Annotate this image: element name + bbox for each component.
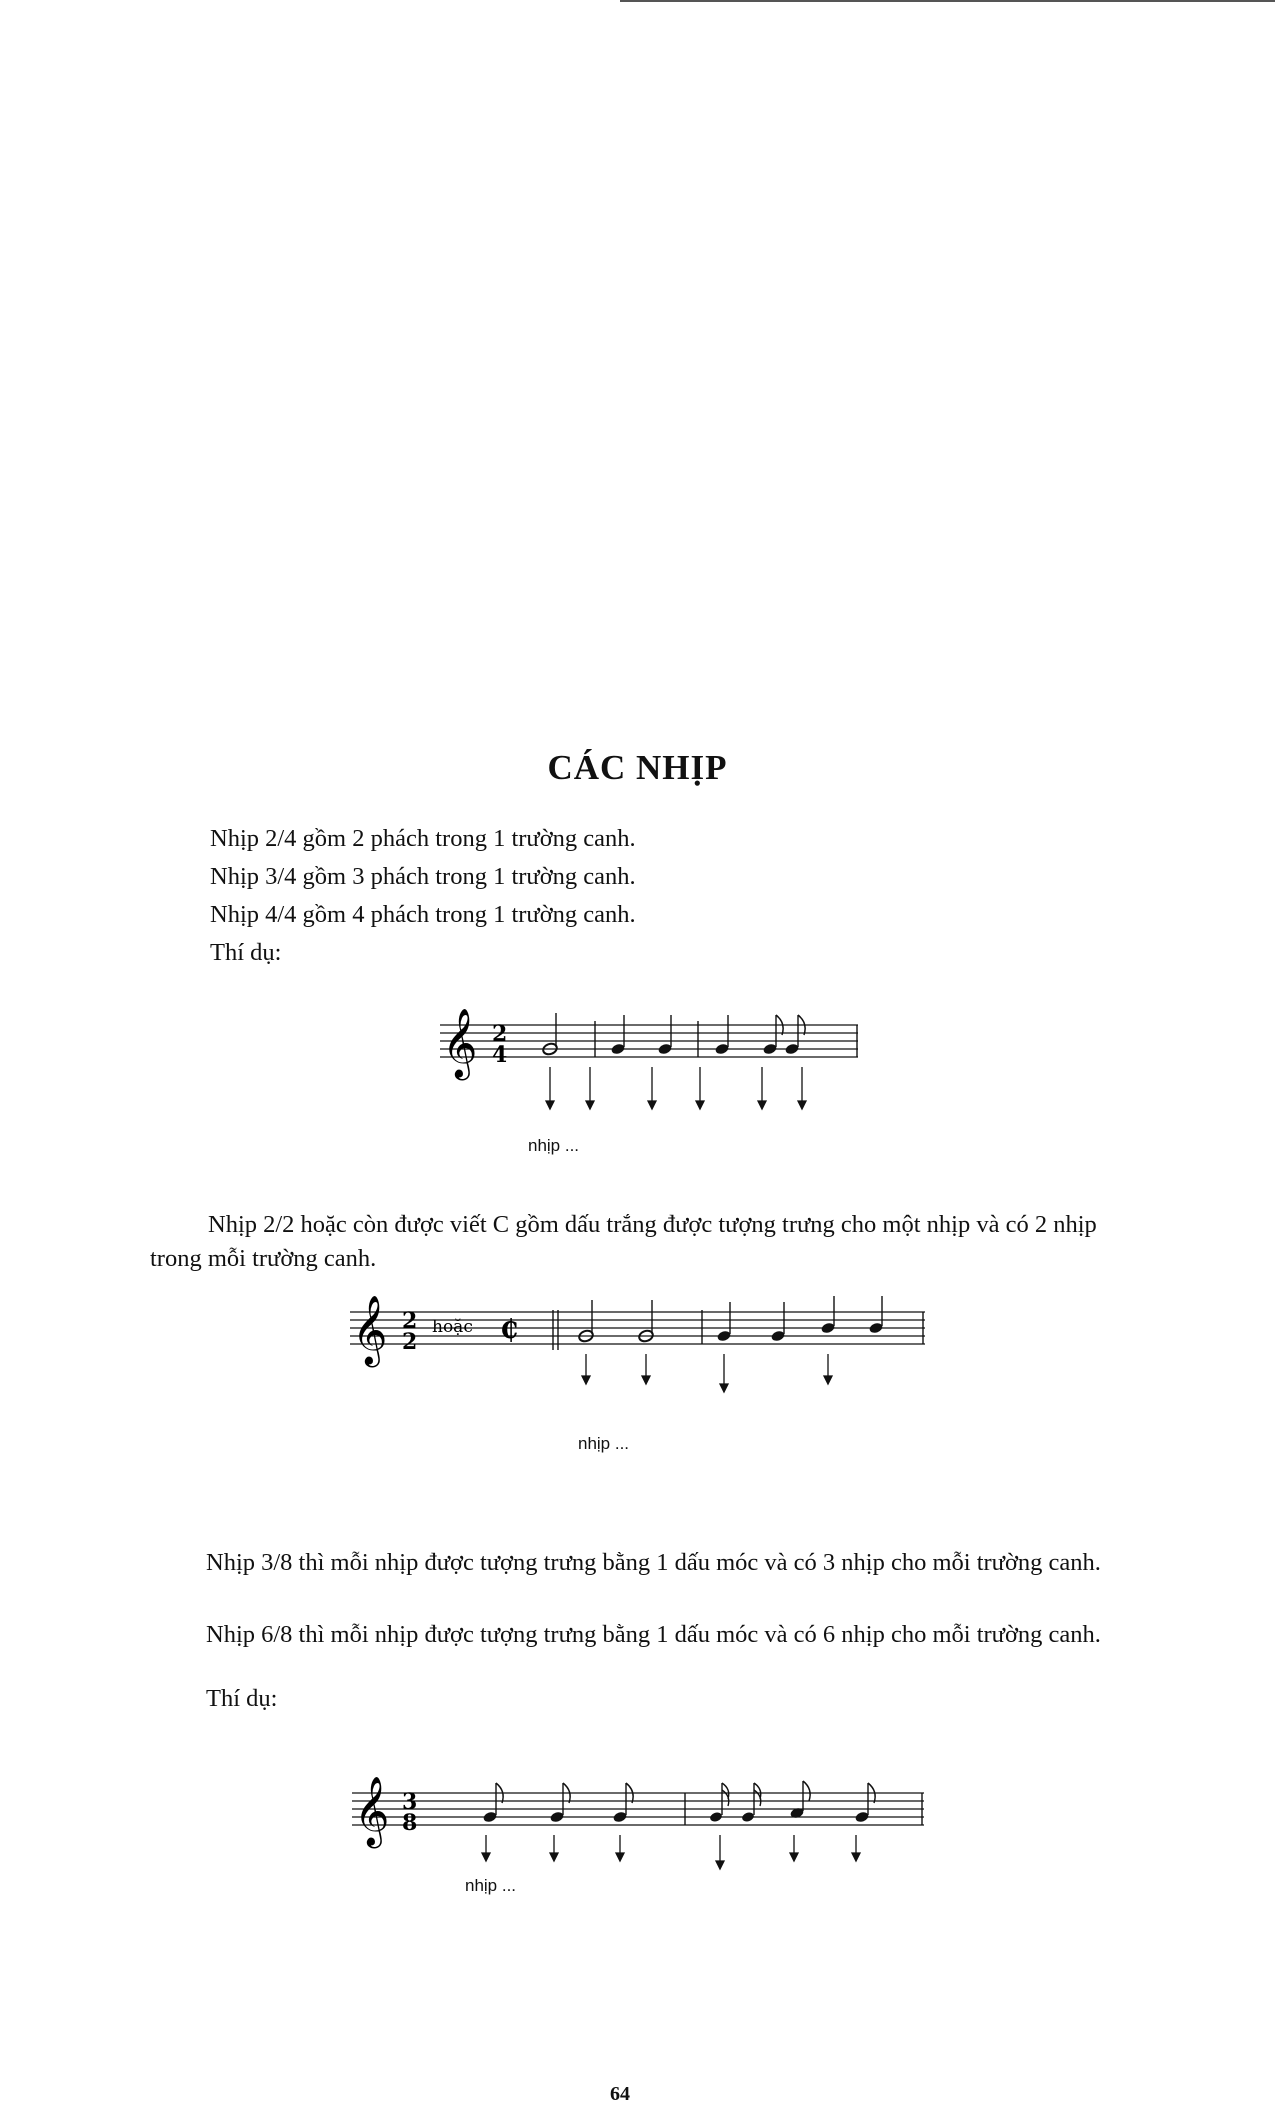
- quarter-note: [868, 1296, 883, 1334]
- example-caption-2: nhịp ...: [578, 1434, 630, 1453]
- example-label-1: Thí dụ:: [210, 939, 282, 966]
- example-label-3: Thí dụ:: [206, 1685, 278, 1712]
- quarter-note: [610, 1015, 625, 1055]
- example-caption-1: nhịp ...: [528, 1136, 580, 1155]
- quarter-note: [657, 1015, 672, 1055]
- music-staff-2-2: [350, 1292, 930, 1402]
- paragraph-6-8: Nhịp 6/8 thì mỗi nhịp được tượng trưng bằng 1 dấu móc và có 6 nhịp cho mỗi trường canh.: [206, 1621, 1101, 1648]
- treble-clef-icon: 𝄞: [352, 1295, 388, 1365]
- example-caption-3: nhịp ...: [465, 1876, 517, 1895]
- or-label: hoặc: [432, 1317, 473, 1337]
- page-title: CÁC NHỊP: [547, 748, 728, 787]
- half-note: [578, 1300, 595, 1343]
- quarter-note: [820, 1296, 835, 1334]
- music-staff-3-8: [352, 1773, 932, 1883]
- half-note: [542, 1013, 559, 1056]
- paragraph-2-2: Nhịp 2/2 hoặc còn được viết C gồm dấu trắng được tượng trưng cho một nhịp và có 2 nhịp trong mỗi trường canh.: [150, 1211, 1097, 1272]
- page-number: 64: [610, 2083, 630, 2105]
- time-signature-bottom: 2: [402, 1329, 418, 1355]
- quarter-note: [714, 1015, 729, 1055]
- beat-arrows: [582, 1354, 832, 1392]
- time-signature-bottom: 8: [402, 1810, 418, 1836]
- time-signature-top: 2: [402, 1308, 418, 1334]
- paragraph-3-8: Nhịp 3/8 thì mỗi nhịp được tượng trưng bằng 1 dấu móc và có 3 nhịp cho mỗi trường canh.: [206, 1549, 1101, 1576]
- quarter-note: [770, 1302, 785, 1342]
- text-line-3-4: Nhịp 3/4 gồm 3 phách trong 1 trường canh.: [210, 863, 636, 890]
- beat-arrows: [482, 1835, 860, 1869]
- text-line-2-4: Nhịp 2/4 gồm 2 phách trong 1 trường canh.: [210, 825, 636, 852]
- time-signature-top: 2: [492, 1021, 508, 1047]
- time-signature-bottom: 4: [492, 1042, 508, 1068]
- beat-arrows: [546, 1067, 806, 1109]
- quarter-note: [716, 1302, 731, 1342]
- text-line-4-4: Nhịp 4/4 gồm 4 phách trong 1 trường canh.: [210, 901, 636, 928]
- music-staff-2-4: [440, 1005, 860, 1125]
- staff-lines: [352, 1793, 924, 1825]
- treble-clef-icon: 𝄞: [354, 1776, 390, 1846]
- half-note: [638, 1300, 655, 1343]
- time-signature-top: 3: [402, 1789, 418, 1815]
- eighth-note: [789, 1781, 810, 1819]
- top-border-line: [620, 0, 1275, 2]
- treble-clef-icon: 𝄞: [442, 1008, 478, 1078]
- cut-time-icon: ₵: [500, 1315, 519, 1345]
